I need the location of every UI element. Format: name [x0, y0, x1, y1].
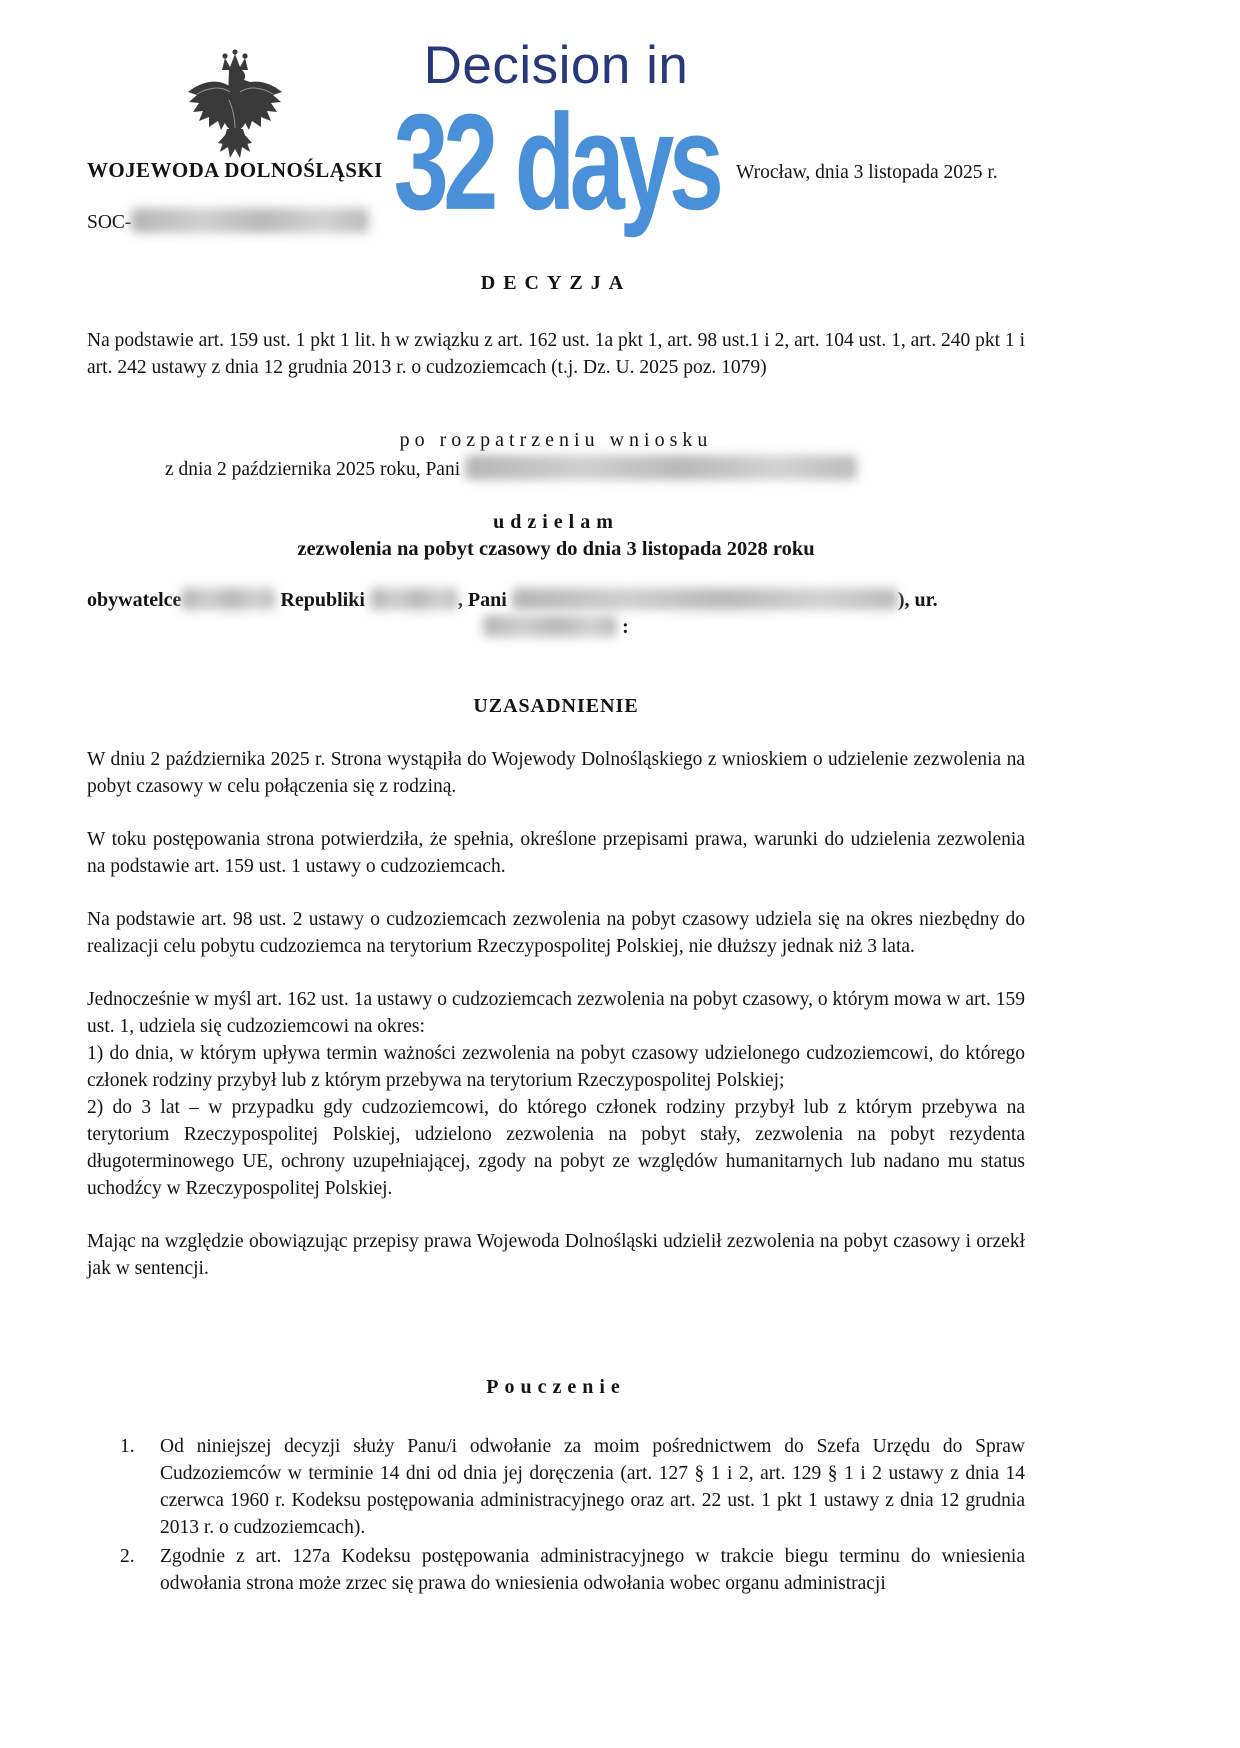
instruction-item-number: 1.	[120, 1436, 135, 1457]
instruction-item-1	[87, 1433, 1025, 1541]
justification-heading: UZASADNIENIE	[473, 695, 639, 717]
application-date-line	[165, 455, 1025, 483]
instruction-item-2	[87, 1543, 1025, 1597]
recipient-birthdate-line	[87, 614, 1025, 641]
grant-word: udzielam	[493, 511, 619, 533]
redacted-birthdate	[483, 615, 617, 637]
recipient-colon: :	[622, 616, 629, 638]
justification-paragraph: W toku postępowania strona potwierdziła, że spełnia, określone przepisami prawa, warunki do udzielenia zezwolenia na podstawie art. 159 ust. 1 ustawy o cudzoziemcach.	[87, 829, 1025, 877]
recipient-fragment-citizen: obywatelce	[87, 589, 182, 611]
after-review-line: po rozpatrzeniu wniosku	[399, 429, 713, 451]
overlay-days-count: 32 days	[393, 86, 719, 239]
case-number-prefix: SOC-	[87, 212, 132, 233]
overlay-label: Decision in	[423, 36, 689, 95]
recipient-line	[87, 587, 1025, 614]
instruction-item-text: Od niniejszej decyzji służy Panu/i odwołanie za moim pośrednictwem do Szefa Urzędu do Spraw Cudzoziemców w terminie 14 dni od dnia jej doręczenia (art. 127 § 1 i 2, art. 129 § 1 i 2 ustawy z dnia 14 czerwca 1960 r. Kodeksu postępowania administracyjnego oraz art. 22 ust. 1 pkt 1 ustawy z dnia 12 grudnia 2013 r. o cudzoziemcach).	[160, 1436, 1025, 1538]
authority-name: WOJEWODA DOLNOŚLĄSKI	[87, 158, 383, 182]
justification-paragraph: W dniu 2 października 2025 r. Strona wystąpiła do Wojewody Dolnośląskiego z wnioskiem o udzielenie zezwolenia na pobyt czasowy w celu połączenia się z rodziną.	[87, 749, 1025, 797]
recipient-fragment-pani: , Pani	[457, 589, 507, 611]
polish-eagle-emblem-icon	[183, 42, 287, 168]
recipient-fragment-born: ), ur.	[897, 589, 938, 611]
justification-clause-1: 1) do dnia, w którym upływa termin ważności zezwolenia na pobyt czasowy udzielonego cudzoziemcowi, do którego członek rodziny przybył lub z którym przebywa na terytorium Rzeczypospolitej Polskiej;	[87, 1043, 1025, 1091]
legal-basis-paragraph: Na podstawie art. 159 ust. 1 pkt 1 lit. h w związku z art. 162 ust. 1a pkt 1, art. 98 ust.1 i 2, art. 104 ust. 1, art. 240 pkt 1 i art. 242 ustawy z dnia 12 grudnia 2013 r. o cudzoziemcach (t.j. Dz. U. 2025 poz. 1079)	[87, 330, 1025, 378]
recipient-fragment-republic: Republiki	[280, 589, 365, 611]
application-date-prefix: z dnia 2 października 2025 roku, Pani	[165, 459, 461, 480]
redacted-full-name	[512, 588, 898, 610]
justification-clause-2: 2) do 3 lat – w przypadku gdy cudzoziemcowi, do którego członek rodziny przybył lub z którym przebywa na terytorium Rzeczypospolitej Polskiej, udzielono zezwolenia na pobyt stały, zezwolenia na pobyt rezydenta długoterminowego UE, ochrony uzupełniającej, zgody na pobyt ze względów humanitarnych lub nadano mu status uchodźcy w Rzeczypospolitej Polskiej.	[87, 1097, 1025, 1199]
instruction-item-text: Zgodnie z art. 127a Kodeksu postępowania administracyjnego w trakcie biegu terminu do wniesienia odwołania strona może zrzec się prawa do wniesienia odwołania wobec organu administracji	[160, 1546, 1025, 1594]
grant-scope-line: zezwolenia na pobyt czasowy do dnia 3 listopada 2028 roku	[297, 538, 815, 560]
decision-time-overlay	[352, 36, 760, 239]
instruction-heading: Pouczenie	[486, 1376, 626, 1398]
justification-paragraph: Na podstawie art. 98 ust. 2 ustawy o cudzoziemcach zezwolenia na pobyt czasowy udziela się na okres niezbędny do realizacji celu pobytu cudzoziemca na terytorium Rzeczypospolitej Polskiej, nie dłuższy jednak niż 3 lata.	[87, 909, 1025, 957]
document-body	[87, 270, 1025, 1597]
instruction-item-number: 2.	[120, 1546, 135, 1567]
redacted-nationality	[181, 588, 275, 610]
justification-paragraph: Mając na względzie obowiązując przepisy prawa Wojewoda Dolnośląski udzielił zezwolenia na pobyt czasowy i orzekł jak w sentencji.	[87, 1231, 1025, 1279]
justification-paragraph: Jednocześnie w myśl art. 162 ust. 1a ustawy o cudzoziemcach zezwolenia na pobyt czasowy, o którym mowa w art. 159 ust. 1, udziela się cudzoziemcowi na okres:	[87, 989, 1025, 1037]
redacted-case-number	[131, 208, 369, 233]
redacted-country	[370, 588, 458, 610]
place-and-date: Wrocław, dnia 3 listopada 2025 r.	[736, 162, 998, 183]
decision-title: DECYZJA	[480, 272, 632, 294]
redacted-applicant-name	[465, 455, 857, 480]
case-number-line	[87, 208, 369, 234]
